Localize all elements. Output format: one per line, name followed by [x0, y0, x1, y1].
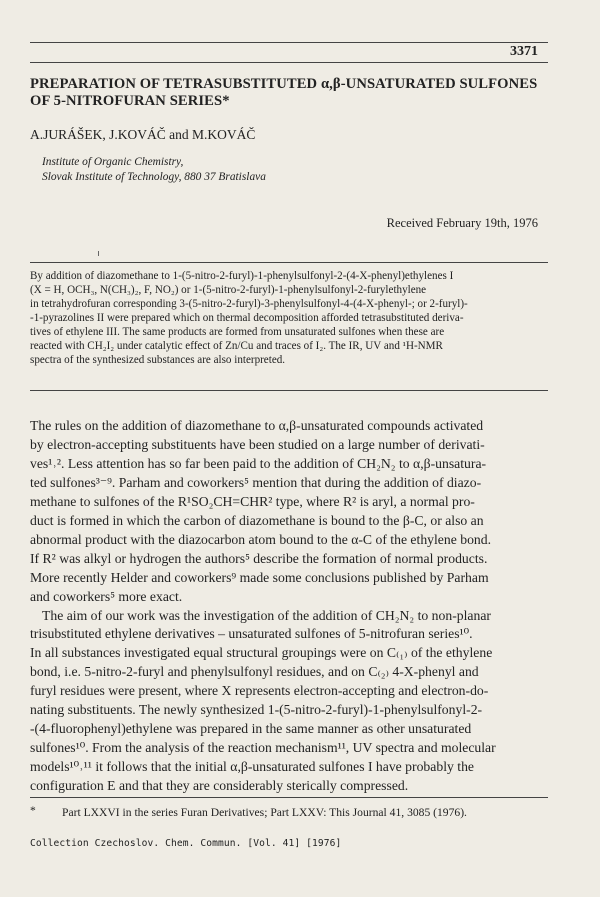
body-text: [30, 417, 550, 796]
abstract-bottom-rule: [30, 390, 548, 391]
body-line: The aim of our work was the investigation of the addition of CH₂N₂ to non-planar: [42, 607, 491, 623]
body-line: trisubstituted ethylene derivatives – unsaturated sulfones of 5-nitrofuran series¹⁰.: [30, 626, 473, 642]
abstract-line: By addition of diazomethane to 1-(5-nitro-2-furyl)-1-phenylsulfonyl-2-(4-X-phenyl)ethylenes I: [30, 270, 454, 282]
body-line: and coworkers⁵ more exact.: [30, 588, 183, 604]
body-line: configuration E and that they are considerably sterically compressed.: [30, 778, 409, 794]
body-line: ted sulfones³⁻⁹. Parham and coworkers⁵ mention that during the addition of diazo-: [30, 474, 482, 490]
body-line: More recently Helder and coworkers⁹ made some conclusions published by Parham: [30, 569, 489, 585]
body-line: models¹⁰˒¹¹ it follows that the initial α,β-unsaturated sulfones I have probably the: [30, 759, 474, 775]
top-rule: [30, 42, 548, 43]
abstract-line: (X = H, OCH₃, N(CH₃)₂, F, NO₂) or 1-(5-nitro-2-furyl)-1-phenylsulfonyl-2-furylethylene: [30, 283, 427, 296]
body-line: duct is formed in which the carbon of diazomethane is bound to the β-C, or also an: [30, 512, 484, 528]
body-line: ves¹˒². Less attention has so far been paid to the addition of CH₂N₂ to α,β-unsatura-: [30, 455, 487, 471]
abstract-line: tives of ethylene III. The same products are formed from unsaturated sulfones when these are: [30, 325, 445, 338]
title-line-1: PREPARATION OF TETRASUBSTITUTED α,β-UNSATURATED SULFONES: [30, 76, 538, 92]
body-line: In all substances investigated equal structural groupings were on C₍₁₎ of the ethylene: [30, 645, 493, 661]
body-line: furyl residues were present, where X represents electron-accepting and electron-do-: [30, 683, 489, 699]
body-line: methane to sulfones of the R¹SO₂CH=CHR² type, where R² is aryl, a normal pro-: [30, 493, 475, 509]
body-line: -(4-fluorophenyl)ethylene was prepared in the same manner as other unsaturated: [30, 721, 472, 737]
footnote-marker: *: [30, 804, 36, 817]
received-date: Received February 19th, 1976: [386, 216, 538, 230]
abstract-line: -1-pyrazolines II were prepared which on thermal decomposition afforded tetrasubstituted deriva-: [30, 311, 464, 324]
affiliation-line-1: Institute of Organic Chemistry,: [42, 156, 184, 168]
affiliation-line-2: Slovak Institute of Technology, 880 37 Bratislava: [42, 171, 266, 183]
abstract-top-rule: [30, 262, 548, 263]
title-line-2: OF 5-NITROFURAN SERIES*: [30, 93, 230, 109]
body-line: by electron-accepting substituents have been studied on a large number of derivati-: [30, 436, 485, 452]
body-line: The rules on the addition of diazomethane to α,β-unsaturated compounds activated: [30, 418, 484, 433]
body-line: bond, i.e. 5-nitro-2-furyl and phenylsulfonyl residues, and on C₍₂₎ 4-X-phenyl and: [30, 664, 479, 680]
page-number: 3371: [510, 44, 538, 59]
body-line: If R² was alkyl or hydrogen the authors⁵ describe the formation of normal products.: [30, 550, 488, 566]
footnote-text: Part LXXVI in the series Furan Derivatives; Part LXXV: This Journal 41, 3085 (1976).: [62, 806, 467, 819]
header-rule: [30, 62, 548, 63]
body-line: nating substituents. The newly synthesized 1-(5-nitro-2-furyl)-1-phenylsulfonyl-2-: [30, 702, 483, 718]
article-title: [30, 76, 550, 110]
abstract-line: in tetrahydrofuran corresponding 3-(5-nitro-2-furyl)-3-phenylsulfonyl-4-(4-X-phenyl-; or 2-furyl)-: [30, 297, 468, 310]
abstract-line: spectra of the synthesized substances are also interpreted.: [30, 353, 286, 366]
affiliation: [42, 155, 266, 185]
journal-footer: Collection Czechoslov. Chem. Commun. [Vol. 41] [1976]: [30, 838, 342, 849]
abstract-line: reacted with CH₂I₂ under catalytic effect of Zn/Cu and traces of I₂. The IR, UV and ¹H-NMR: [30, 339, 443, 352]
authors: A.JURÁŠEK, J.KOVÁČ and M.KOVÁČ: [30, 127, 256, 142]
abstract: [30, 270, 548, 368]
scan-mark: [98, 251, 99, 256]
body-line: abnormal product with the diazocarbon atom bound to the α-C of the ethylene bond.: [30, 531, 492, 547]
footnote-rule: [30, 797, 548, 798]
body-line: sulfones¹⁰. From the analysis of the reaction mechanism¹¹, UV spectra and molecular: [30, 740, 496, 756]
